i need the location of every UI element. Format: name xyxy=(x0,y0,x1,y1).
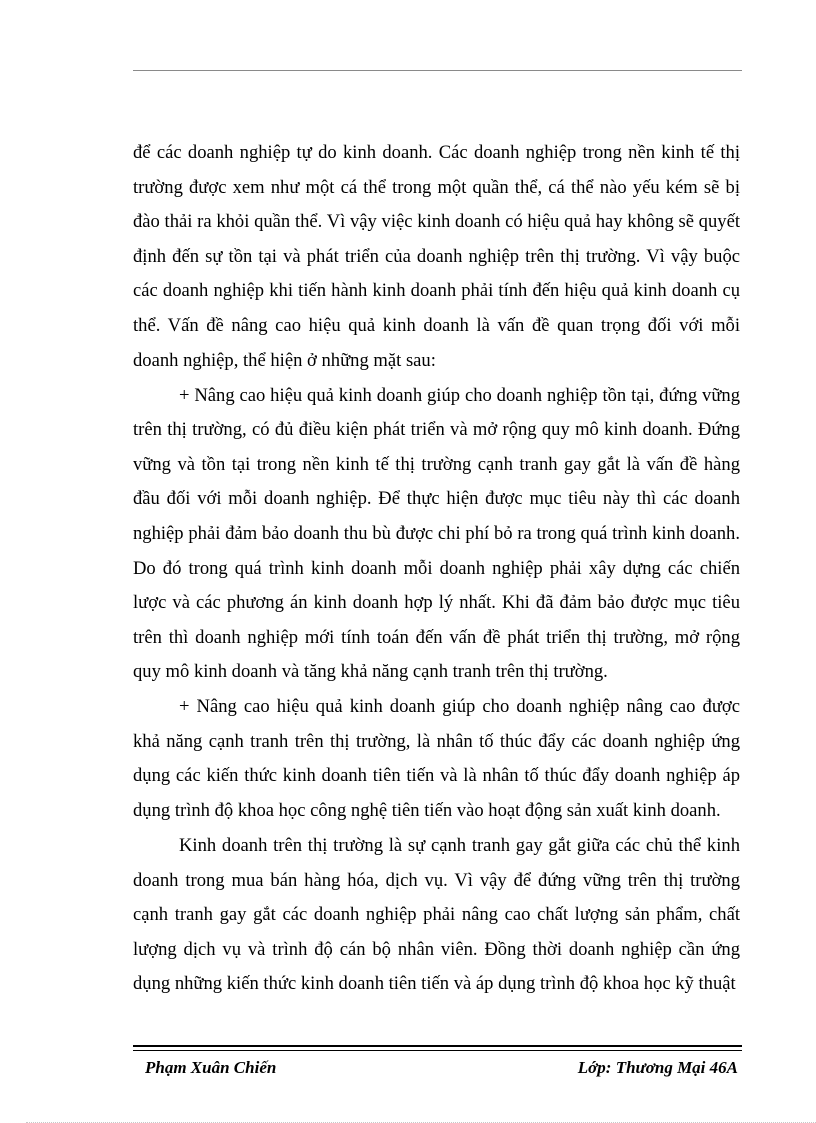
footer-rule-thick xyxy=(133,1045,742,1047)
page-footer xyxy=(133,1056,742,1078)
paragraph-2: + Nâng cao hiệu quả kinh doanh giúp cho doanh nghiệp tồn tại, đứng vững trên thị trường, có đủ điều kiện phát triển và mở rộng quy mô kinh doanh. Đứng vững và tồn tại trong nền kinh tế thị trường cạnh tranh gay gắt là vấn đề hàng đầu đối với mỗi doanh nghiệp. Để thực hiện được mục tiêu này thì các doanh nghiệp phải đảm bảo doanh thu bù được chi phí bỏ ra trong quá trình kinh doanh. Do đó trong quá trình kinh doanh mỗi doanh nghiệp phải xây dựng các chiến lược và các phương án kinh doanh hợp lý nhất. Khi đã đảm bảo được mục tiêu trên thì doanh nghiệp mới tính toán đến vấn đề phát triển thị trường, mở rộng quy mô kinh doanh và tăng khả năng cạnh tranh trên thị trường. xyxy=(133,384,740,683)
paragraph-4: Kinh doanh trên thị trường là sự cạnh tranh gay gắt giữa các chủ thể kinh doanh trong mua bán hàng hóa, dịch vụ. Vì vậy để đứng vững trên thị trường cạnh tranh gay gắt các doanh nghiệp phải nâng cao chất lượng sản phẩm, chất lượng dịch vụ và trình độ cán bộ nhân viên. Đồng thời doanh nghiệp cần ứng dụng những kiến thức kinh doanh tiên tiến và áp dụng trình độ khoa học kỹ thuật xyxy=(133,835,740,995)
footer-author: Phạm Xuân Chiến xyxy=(145,1058,277,1077)
footer-rule-thin xyxy=(133,1050,742,1051)
document-body xyxy=(133,136,740,1002)
paragraph-3: + Nâng cao hiệu quả kinh doanh giúp cho doanh nghiệp nâng cao được khả năng cạnh tranh trên thị trường, là nhân tố thúc đẩy các doanh nghiệp ứng dụng các kiến thức kinh doanh tiên tiến và là nhân tố thúc đẩy doanh nghiệp áp dụng trình độ khoa học công nghệ tiên tiến vào hoạt động sản xuất kinh doanh. xyxy=(133,696,740,822)
footer-class: Lớp: Thương Mại 46A xyxy=(577,1058,738,1077)
paragraph-1: để các doanh nghiệp tự do kinh doanh. Các doanh nghiệp trong nền kinh tế thị trường được xem như một cá thể trong một quần thể, cá thể nào yếu kém sẽ bị đào thải ra khỏi quần thể. Vì vậy việc kinh doanh có hiệu quả hay không sẽ quyết định đến sự tồn tại và phát triển của doanh nghiệp trên thị trường. Vì vậy buộc các doanh nghiệp khi tiến hành kinh doanh phải tính đến hiệu quả kinh doanh cụ thể. Vấn đề nâng cao hiệu quả kinh doanh là vấn đề quan trọng đối với mỗi doanh nghiệp, thể hiện ở những mặt sau: xyxy=(133,142,740,371)
header-rule xyxy=(133,70,742,71)
